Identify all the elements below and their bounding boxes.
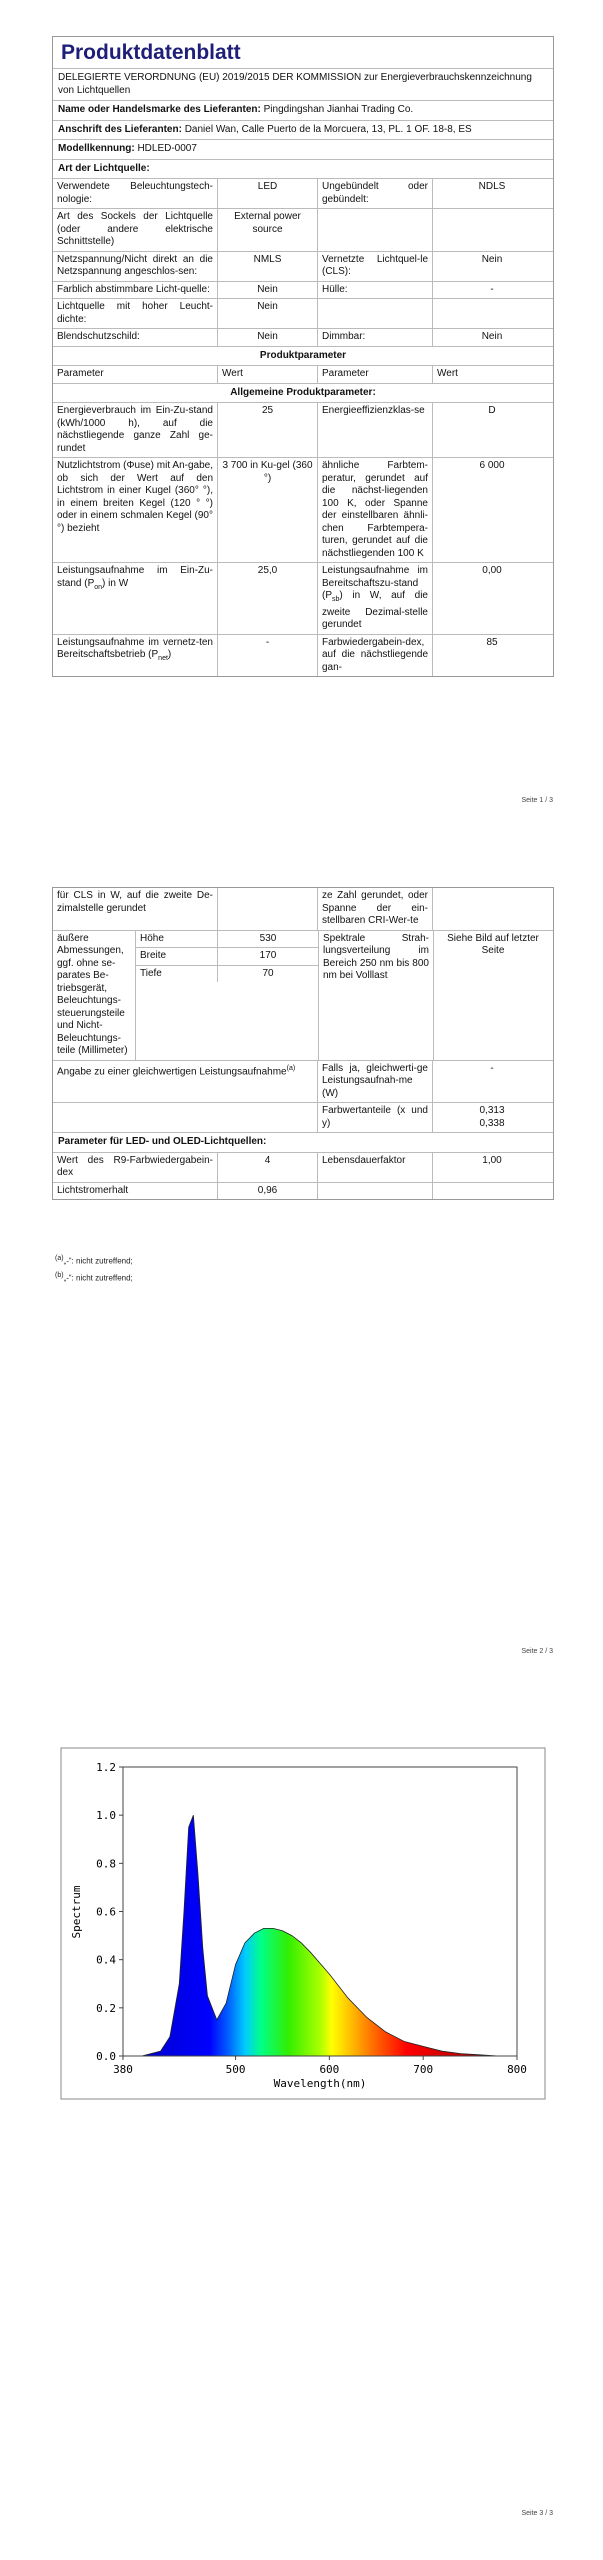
param-cell: ze Zahl gerundet, oder Spanne der ein-stellbaren CRI-Wer-te — [318, 888, 433, 930]
chromaticity-values: 0,313 0,338 — [479, 1105, 505, 1129]
param-cell: ähnliche Farbtem-peratur, gerundet auf die nächst-liegenden 100 K, oder Spanne der einstellbaren ähnli-chen Farbtempera-turen, gerundet auf die nächstliegenden 100 K — [318, 458, 433, 562]
supplier-name-label: Name oder Handelsmarke des Lieferanten: — [58, 104, 261, 115]
page-number: Seite 3 / 3 — [521, 2510, 553, 2517]
x-tick-label: 500 — [225, 2063, 246, 2076]
param-cell: Energieeffizienzklas-se — [318, 403, 433, 457]
page-number: Seite 2 / 3 — [521, 1648, 553, 1655]
param-cell: Farbwiedergabein-dex, auf die nächstliegende gan- — [318, 635, 433, 677]
type-cell: LED — [218, 179, 318, 208]
param-cell: 0,00 — [482, 565, 502, 576]
datasheet-frame-page2 — [52, 887, 554, 1200]
y-tick-label: 0.2 — [96, 2001, 116, 2015]
type-cell: Blendschutzschild: — [53, 329, 218, 346]
param-cell: für CLS in W, auf die zweite De-zimalstelle gerundet — [53, 888, 218, 930]
type-cell — [433, 299, 551, 328]
param-cell: Leistungsaufnahme im Ein-Zu-stand $(P_{on})$ in W — [53, 563, 218, 634]
dimensions-label: äußere Abmessungen, ggf. ohne se-parates Be-triebsgerät, Beleuchtungs-steuerungsteile und Nicht-Beleuchtungs-teile (Millimeter) — [53, 931, 136, 1060]
lifetime-label: Lebensdauerfaktor — [318, 1153, 433, 1182]
dimensions-table — [136, 931, 319, 1060]
type-cell: NDLS — [478, 181, 506, 192]
col-header-value: Wert — [437, 368, 458, 379]
type-cell: Lichtquelle mit hoher Leucht-dichte: — [53, 299, 218, 328]
led-params-heading: Parameter für LED- und OLED-Lichtquellen: — [58, 1136, 267, 1147]
type-cell — [318, 209, 433, 251]
type-cell: Ungebündelt oder gebündelt: — [318, 179, 433, 208]
dim-label: Tiefe — [136, 966, 218, 983]
param-cell: Nutzlichtstrom (Φuse) mit An-gabe, ob sich der Wert auf den Lichtstrom in einer Kugel (360° °), in einem breiten Kegel (120 ° °) oder in einem schmalen Kegel (90° °) bezieht — [53, 458, 218, 562]
param-cell: 25 — [218, 403, 318, 457]
col-header-param: Parameter — [53, 366, 218, 383]
col-header-value: Wert — [218, 366, 318, 383]
dim-label: Höhe — [136, 931, 218, 948]
y-tick-label: 0.4 — [96, 1953, 116, 1967]
r9-value: 4 — [218, 1153, 318, 1182]
model-value: HDLED-0007 — [137, 143, 197, 154]
y-tick-label: 1.2 — [96, 1761, 116, 1774]
supplier-address-label: Anschrift des Lieferanten: — [58, 123, 182, 135]
param-cell: 85 — [486, 636, 498, 648]
type-cell: Art des Sockels der Lichtquelle (oder andere elektrische Schnittstelle) — [53, 209, 218, 251]
y-axis-label: Spectrum — [70, 1885, 83, 1939]
general-params-heading: Allgemeine Produktparameter: — [230, 386, 376, 398]
type-cell: - — [490, 283, 494, 295]
type-heading: Art der Lichtquelle: — [58, 162, 150, 174]
dim-value: 70 — [262, 967, 274, 979]
flux-maintenance-value: 0,96 — [218, 1183, 318, 1200]
param-cell: 25,0 — [218, 563, 318, 634]
x-tick-label: 380 — [113, 2063, 133, 2076]
regulation-text: DELEGIERTE VERORDNUNG (EU) 2019/2015 DER KOMMISSION zur Energieverbrauchskennzeichnung von Lichtquellen — [58, 72, 532, 96]
equiv-right-label: Falls ja, gleichwerti-ge Leistungsaufnah-me (W) — [318, 1061, 433, 1103]
y-tick-label: 0.6 — [96, 1905, 116, 1919]
type-cell: Vernetzte Lichtquel-le (CLS): — [318, 252, 433, 281]
y-tick-label: 1.0 — [96, 1809, 116, 1823]
y-tick-label: 0.0 — [96, 2050, 116, 2063]
spectrum-chart — [60, 1747, 546, 2100]
x-tick-label: 600 — [319, 2063, 340, 2076]
footnote-b: $^{(b)}$„-“: nicht zutreffend; — [55, 1272, 133, 1283]
param-cell: Leistungsaufnahme im Bereitschaftszu-stand $(P_{sb})$ in W, auf die zweite Dezimal-stelle gerundet — [318, 563, 433, 634]
type-cell — [433, 209, 551, 251]
footnote-a: $^{(a)}$„-“: nicht zutreffend; — [55, 1255, 133, 1266]
x-tick-label: 800 — [507, 2063, 527, 2076]
type-cell: Nein — [218, 329, 318, 346]
dim-label: Breite — [136, 948, 218, 965]
type-cell: NMLS — [218, 252, 318, 281]
lifetime-value: 1,00 — [482, 1154, 502, 1166]
x-tick-label: 700 — [413, 2063, 434, 2076]
page-number: Seite 1 / 3 — [521, 797, 553, 804]
type-cell: Nein — [218, 282, 318, 299]
type-cell: Nein — [218, 299, 318, 328]
type-cell: Verwendete Beleuchtungstech-nologie: — [53, 179, 218, 208]
chromaticity-label: Farbwertanteile (x und y) — [318, 1103, 433, 1132]
params-heading: Produktparameter — [259, 349, 347, 361]
supplier-address-value: Daniel Wan, Calle Puerto de la Morcuera, 13, PL. 1 OF. 18-8, ES — [184, 123, 472, 135]
type-cell — [318, 299, 433, 328]
param-cell: - — [218, 635, 318, 677]
model-label: Modellkennung: — [58, 143, 135, 154]
type-cell: External power source — [218, 209, 318, 251]
datasheet-frame-page1 — [52, 36, 554, 677]
type-cell: Nein — [481, 331, 503, 342]
page-title: Produktdatenblatt — [53, 37, 553, 69]
dim-value: 530 — [259, 932, 277, 944]
flux-maintenance-label: Lichtstromerhalt — [53, 1183, 218, 1200]
spectral-value: Siehe Bild auf letzter Seite — [447, 932, 539, 956]
supplier-name-value: Pingdingshan Jianhai Trading Co. — [263, 104, 414, 115]
param-cell: Leistungsaufnahme im vernetz-ten Bereitschaftsbetrieb $(P_{net})$ — [53, 635, 218, 677]
param-cell: D — [488, 405, 496, 416]
r9-label: Wert des R9-Farbwiedergabein-dex — [53, 1153, 218, 1182]
equiv-right-value: - — [490, 1062, 494, 1074]
param-cell: Energieverbrauch im Ein-Zu-stand (kWh/1000 h), auf die nächstliegende ganze Zahl ge-rundet — [53, 403, 218, 457]
dim-value: 170 — [259, 950, 277, 961]
param-cell: 6 000 — [479, 460, 505, 471]
type-cell: Dimmbar: — [318, 329, 433, 346]
x-axis-label: Wavelength(nm) — [273, 2077, 367, 2090]
equiv-label: Angabe zu einer gleichwertigen Leistungsaufnahme$^{(a)}$ — [53, 1061, 318, 1103]
type-cell: Farblich abstimmbare Licht-quelle: — [53, 282, 218, 299]
col-header-param: Parameter — [318, 366, 433, 383]
spectral-label: Spektrale Strah-lungsverteilung im Bereich 250 nm bis 800 nm bei Volllast — [319, 931, 434, 1060]
param-cell: 3 700 in Ku-gel (360 °) — [218, 458, 318, 562]
type-cell: Nein — [481, 253, 503, 265]
type-cell: Hülle: — [318, 282, 433, 299]
y-tick-label: 0.8 — [96, 1857, 116, 1871]
type-cell: Netzspannung/Nicht direkt an die Netzspannung angeschlos-sen: — [53, 252, 218, 281]
